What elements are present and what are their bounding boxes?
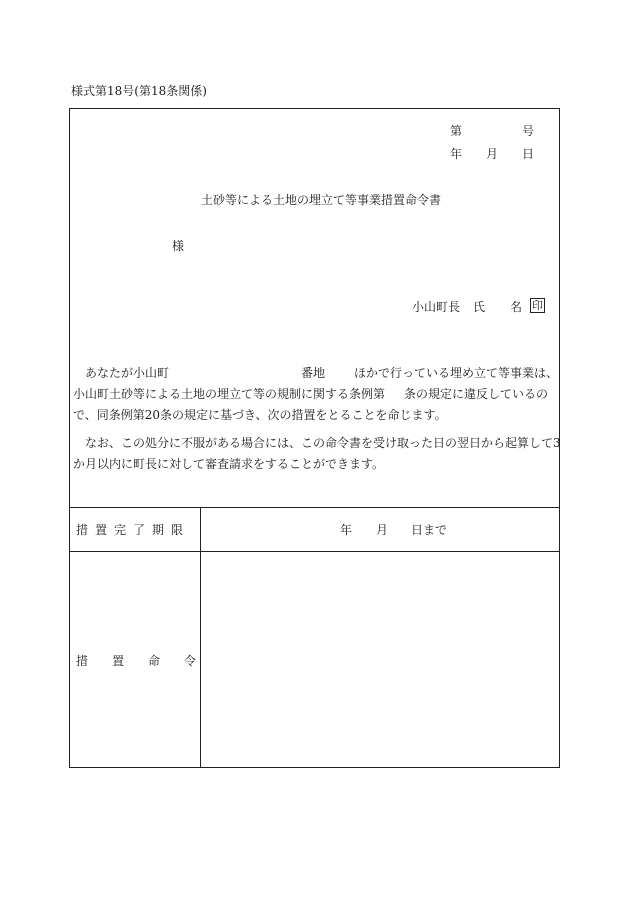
divider-top bbox=[69, 507, 560, 508]
body-line1-part3: ほかで行っている埋め立て等事業は、 bbox=[354, 366, 559, 380]
seal-mark: 印 bbox=[532, 299, 543, 312]
body-line1-part2: 番地 bbox=[301, 366, 326, 380]
issuer-mei: 名 bbox=[510, 300, 523, 314]
body-line4: なお、この処分に不服がある場合には、この命令書を受け取った日の翌日から起算して3 bbox=[85, 436, 561, 450]
body-line2-part1: 小山町土砂等による土地の埋立て等の規制に関する条例第 bbox=[73, 387, 386, 401]
deadline-month: 月 bbox=[376, 523, 389, 537]
measures-content-area bbox=[201, 552, 559, 767]
date-year: 年 bbox=[450, 147, 463, 161]
issuer-title: 小山町長 bbox=[412, 300, 461, 314]
number-suffix: 号 bbox=[522, 124, 535, 138]
deadline-label: 措置完了期限 bbox=[76, 523, 191, 537]
number-prefix: 第 bbox=[450, 124, 463, 138]
body-line3: で、同条例第20条の規定に基づき、次の措置をとることを命じます。 bbox=[73, 408, 447, 422]
deadline-year: 年 bbox=[340, 523, 353, 537]
addressee-suffix: 様 bbox=[172, 239, 185, 253]
date-day: 日 bbox=[522, 147, 535, 161]
document-title: 土砂等による土地の埋立て等事業措置命令書 bbox=[201, 193, 442, 207]
body-line2-part2: 条の規定に違反しているの bbox=[404, 387, 549, 401]
measures-label: 措置命令 bbox=[76, 654, 221, 668]
issuer-shi: 氏 bbox=[473, 300, 486, 314]
form-number-label: 様式第18号(第18条関係) bbox=[71, 84, 207, 98]
body-line1-part1: あなたが小山町 bbox=[85, 366, 170, 380]
deadline-day: 日まで bbox=[411, 523, 448, 537]
body-line5: か月以内に町長に対して審査請求をすることができます。 bbox=[73, 457, 385, 471]
date-month: 月 bbox=[486, 147, 499, 161]
